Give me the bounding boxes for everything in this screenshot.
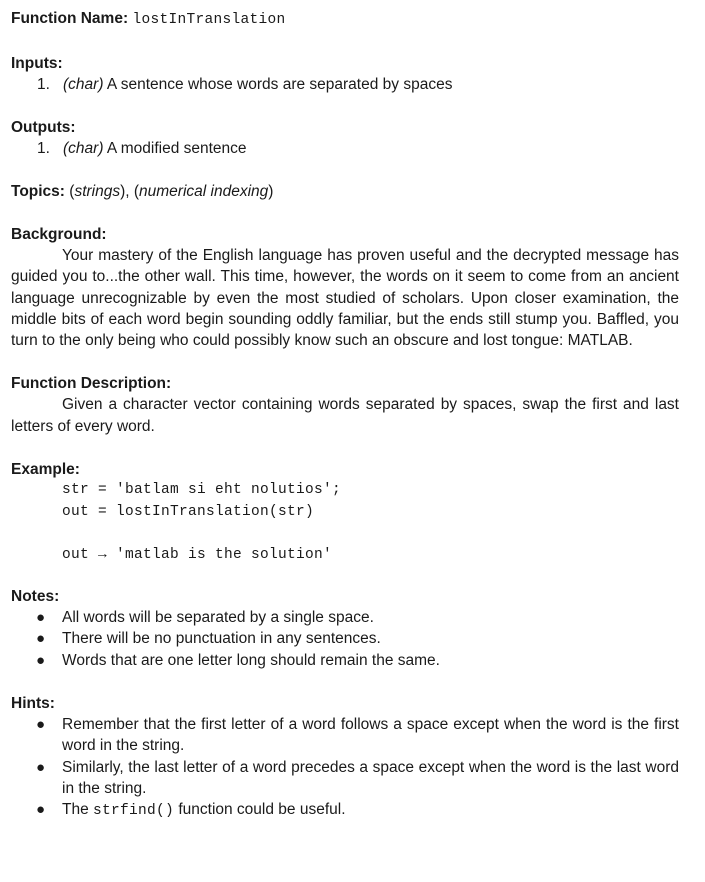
function-description-paragraph: Given a character vector containing words separated by spaces, swap the first and last letters of every word. [11, 396, 679, 435]
background-paragraph: Your mastery of the English language has proven useful and the decrypted message has guided you to...the other wall. This time, however, the words on it seem to come from an ancient language unrecognizable by even the most studied of scholars. Upon closer examination, the middle bits of each word begin sounding oddly familiar, but the ends still stump you. Baffled, you turn to the only being who could possibly know such an obscure and lost tongue: MATLAB. [11, 247, 679, 350]
notes-list [11, 607, 679, 671]
hint-text-pre: The [62, 801, 94, 819]
notes-heading: Notes: [11, 588, 60, 606]
topics-sep-2: ), ( [120, 183, 140, 200]
output-item-text: A modified sentence [103, 140, 247, 157]
topics-row [11, 181, 679, 202]
note-item [11, 650, 679, 671]
bullet-icon: ● [36, 630, 46, 648]
hint-code-strfind: strfind() [93, 803, 175, 820]
hint-text-post: function could be useful. [174, 801, 346, 819]
bullet-icon: ● [36, 651, 46, 669]
bullet-icon: ● [36, 609, 46, 627]
example-code-line-1: str = 'batlam si eht nolutios'; [62, 482, 342, 499]
topic-strings: strings [74, 183, 121, 200]
input-item [11, 74, 679, 95]
outputs-heading: Outputs: [11, 119, 76, 136]
input-item-text: A sentence whose words are separated by spaces [103, 76, 453, 93]
bullet-icon: ● [36, 801, 46, 819]
function-description-heading: Function Description: [11, 375, 172, 393]
bullet-icon: ● [36, 715, 46, 733]
hint-text: Similarly, the last letter of a word precedes a space except when the word is the last word in the string. [62, 758, 679, 797]
note-text: Words that are one letter long should remain the same. [62, 651, 440, 669]
hints-list [11, 714, 679, 822]
function-name-row [11, 8, 679, 31]
topics-sep-1: ( [64, 183, 75, 200]
topics-label: Topics: [11, 183, 65, 200]
input-item-type: (char) [63, 76, 104, 93]
function-name-value: lostInTranslation [132, 12, 286, 28]
document [11, 8, 679, 822]
output-item [11, 138, 679, 159]
note-text: All words will be separated by a single space. [62, 609, 374, 627]
function-name-label: Function Name: [11, 10, 129, 27]
example-code-line-2: out = lostInTranslation(str) [62, 503, 315, 520]
bullet-icon: ● [36, 758, 46, 776]
hint-item [11, 799, 679, 822]
topics-sep-3: ) [268, 183, 274, 200]
output-item-type: (char) [63, 140, 104, 157]
hint-item [11, 714, 679, 757]
example-heading: Example: [11, 461, 80, 479]
note-item [11, 628, 679, 649]
note-item [11, 607, 679, 628]
hints-heading: Hints: [11, 694, 55, 712]
example-code-output: out → 'matlab is the solution' [62, 546, 333, 563]
hint-text: Remember that the first letter of a word follows a space except when the word is the first word in the string. [62, 715, 679, 755]
output-item-number: 1. [37, 140, 50, 157]
example-code-blank [11, 523, 679, 545]
note-text: There will be no punctuation in any sentences. [62, 630, 381, 648]
background-heading: Background: [11, 226, 107, 243]
hint-item [11, 757, 679, 800]
input-item-number: 1. [37, 76, 50, 93]
topic-numerical-indexing: numerical indexing [139, 183, 269, 200]
inputs-heading: Inputs: [11, 55, 63, 72]
